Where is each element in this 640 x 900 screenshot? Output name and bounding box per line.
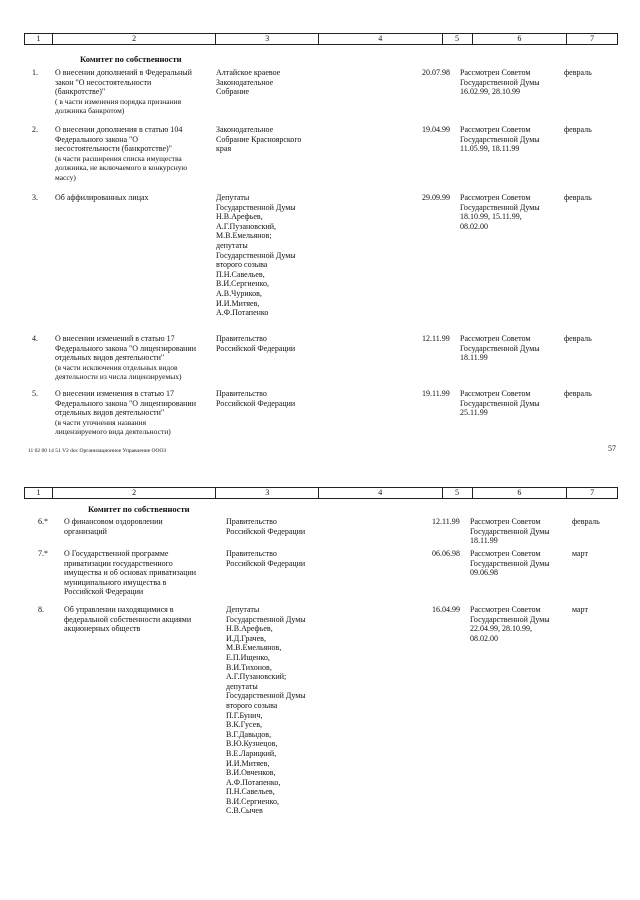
bill-sponsor-line: М.В.Емельянов, xyxy=(226,643,282,653)
bill-sponsor-line: Государственной Думы xyxy=(216,202,296,212)
submission-date: 20.07.98 xyxy=(422,68,450,77)
bill-sponsor-line: Е.П.Ищенко, xyxy=(226,652,270,662)
submission-date: 19.04.99 xyxy=(422,125,450,134)
bill-sponsor-line: Российской Федерации xyxy=(216,343,296,353)
bill-title-line: отдельных видов деятельности" xyxy=(55,408,165,418)
bill-sponsor-line: Российской Федерации xyxy=(216,398,296,408)
planned-month: февраль xyxy=(572,517,600,526)
bill-sponsor xyxy=(216,334,320,353)
planned-month: февраль xyxy=(564,389,592,398)
bill-sponsor-line: С.В.Сычев xyxy=(226,806,263,816)
bill-sponsor-line: Государственной Думы xyxy=(216,250,296,260)
column-number: 3 xyxy=(216,34,319,44)
bill-title-line: О финансовом оздоровлении xyxy=(64,517,163,526)
row-number: 2. xyxy=(32,125,38,134)
bill-title-line: О внесении дополнения в статью 104 xyxy=(55,125,183,134)
review-status-line: 11.05.99, 18.11.99 xyxy=(460,144,520,154)
bill-sponsor-line: А.Г.Пузановский; xyxy=(226,672,287,682)
bill-title-line: несостоятельности (банкротстве)" xyxy=(55,144,172,154)
bill-title xyxy=(64,605,224,634)
bill-sponsor-line: депутаты xyxy=(216,240,248,250)
review-status xyxy=(470,605,572,643)
planned-month: март xyxy=(572,605,588,614)
row-number: 4. xyxy=(32,334,38,343)
bill-title-line: приватизации государственного xyxy=(64,558,173,568)
column-number: 3 xyxy=(216,488,319,498)
planned-month: февраль xyxy=(564,68,592,77)
bill-sponsor-line: В.И.Сергиенко, xyxy=(226,796,279,806)
bill-title-line: отдельных видов деятельности" xyxy=(55,353,165,363)
review-status-line: Рассмотрен Советом xyxy=(460,389,531,398)
bill-sponsor xyxy=(226,605,330,816)
column-number: 1 xyxy=(25,488,53,498)
column-number: 6 xyxy=(473,34,568,44)
bill-title-line: Федерального закона "О лицензировании xyxy=(55,343,196,353)
bill-sponsor xyxy=(216,68,320,97)
review-status-line: Государственной Думы xyxy=(460,202,540,212)
bill-sponsor-line: И.Д.Грачев, xyxy=(226,633,266,643)
bill-sponsor-line: края xyxy=(216,144,232,154)
bill-sponsor-line: П.Г.Бунич, xyxy=(226,710,263,720)
bill-sponsor xyxy=(226,549,330,568)
bill-title-line: Российской Федерации xyxy=(64,587,144,597)
bill-title-line: имущества и об основах приватизации xyxy=(64,568,197,578)
review-status-line: Государственной Думы xyxy=(460,77,540,87)
review-status-line: Государственной Думы xyxy=(470,558,550,568)
review-status xyxy=(460,334,562,363)
bill-note-line: (в части уточнения названия xyxy=(55,417,147,427)
review-status-line: Государственной Думы xyxy=(460,398,540,408)
row-number: 6.* xyxy=(38,517,48,526)
review-status-line: 16.02.99, 28.10.99 xyxy=(460,87,520,97)
page-number: 57 xyxy=(608,444,616,453)
bill-sponsor-line: А.Г.Пузановский, xyxy=(216,221,276,231)
bill-note-line: должника банкротом) xyxy=(55,106,125,116)
bill-sponsor-line: Собрание xyxy=(216,87,250,97)
bill-sponsor-line: Правительство xyxy=(226,517,277,526)
review-status-line: Рассмотрен Советом xyxy=(470,549,541,558)
row-number: 3. xyxy=(32,193,38,202)
bill-sponsor-line: Депутаты xyxy=(216,193,250,202)
bill-note-line: лицензируемого вида деятельности) xyxy=(55,427,171,437)
bill-sponsor-line: Н.В.Арефьев, xyxy=(226,624,273,634)
bill-title xyxy=(55,193,215,203)
review-status-line: 09.06.98 xyxy=(470,568,498,578)
bill-title xyxy=(55,334,215,382)
review-status-line: Рассмотрен Советом xyxy=(470,517,541,526)
review-status-line: 18.11.99 xyxy=(470,536,498,546)
page-footer: 11 02 00 14 51 V2 doc Организационное Управление ООО3 xyxy=(28,448,167,454)
bill-sponsor-line: Российской Федерации xyxy=(226,558,306,568)
review-status-line: 22.04.99, 28.10.99, xyxy=(470,624,532,634)
planned-month: февраль xyxy=(564,125,592,134)
bill-sponsor-line: П.Н.Савельев, xyxy=(226,787,275,797)
review-status-line: Рассмотрен Советом xyxy=(460,193,531,202)
section-title: Комитет по собственности xyxy=(80,54,182,64)
review-status-line: 18.10.99, 15.11.99, xyxy=(460,212,522,222)
review-status-line: 08.02.00 xyxy=(460,221,488,231)
bill-sponsor-line: Правительство xyxy=(226,549,277,558)
bill-sponsor-line: В.Е.Ларицкий, xyxy=(226,748,277,758)
row-number: 7.* xyxy=(38,549,48,558)
row-number: 1. xyxy=(32,68,38,77)
column-number: 4 xyxy=(319,488,443,498)
review-status-line: Рассмотрен Советом xyxy=(460,125,531,134)
planned-month: февраль xyxy=(564,334,592,343)
bill-title-line: О внесении дополнений в Федеральный xyxy=(55,68,192,77)
bill-sponsor-line: Государственной Думы xyxy=(226,614,306,624)
submission-date: 19.11.99 xyxy=(422,389,450,398)
bill-sponsor-line: второго созыва xyxy=(226,700,278,710)
bill-sponsor-line: И.И.Митяев, xyxy=(226,758,270,768)
bill-sponsor xyxy=(216,125,320,154)
column-number: 5 xyxy=(443,34,473,44)
bill-sponsor-line: второго созыва xyxy=(216,260,268,270)
bill-sponsor-line: И.И.Митяев, xyxy=(216,298,260,308)
bill-title xyxy=(64,517,224,536)
bill-sponsor-line: Депутаты xyxy=(226,605,260,614)
bill-sponsor-line: Н.В.Арефьев, xyxy=(216,212,263,222)
bill-sponsor-line: В.Г.Давыдов, xyxy=(226,729,272,739)
bill-title-line: О Государственной программе xyxy=(64,549,169,558)
column-number: 1 xyxy=(25,34,53,44)
review-status xyxy=(470,517,572,546)
bill-sponsor-line: М.В.Емельянов; xyxy=(216,231,272,241)
bill-sponsor-line: Законодательное xyxy=(216,125,274,134)
review-status-line: 25.11.99 xyxy=(460,408,488,418)
bill-sponsor-line: П.Н.Савельев, xyxy=(216,269,265,279)
row-number: 8. xyxy=(38,605,44,614)
planned-month: март xyxy=(572,549,588,558)
bill-note-line: (в части расширения списка имущества xyxy=(55,153,182,163)
bill-sponsor-line: Алтайское краевое xyxy=(216,68,281,77)
review-status-line: 08.02.00 xyxy=(470,633,498,643)
bill-sponsor-line: А.Ф.Потапенко xyxy=(216,308,269,318)
bill-title xyxy=(55,389,215,437)
bill-sponsor xyxy=(216,389,320,408)
bill-note-line: деятельности из числа лицензируемых) xyxy=(55,372,182,382)
planned-month: февраль xyxy=(564,193,592,202)
submission-date: 29.09.99 xyxy=(422,193,450,202)
review-status-line: Рассмотрен Советом xyxy=(460,68,531,77)
column-number: 4 xyxy=(319,34,443,44)
column-number-header xyxy=(24,33,618,45)
bill-title xyxy=(55,125,215,183)
bill-title xyxy=(55,68,215,116)
bill-sponsor-line: А.В.Чуриков, xyxy=(216,288,262,298)
submission-date: 16.04.99 xyxy=(432,605,460,614)
bill-note-line: (в части исключения отдельных видов xyxy=(55,362,178,372)
review-status-line: Рассмотрен Советом xyxy=(460,334,531,343)
column-number: 7 xyxy=(590,488,595,497)
bill-sponsor-line: Российской Федерации xyxy=(226,526,306,536)
review-status-line: 18.11.99 xyxy=(460,353,488,363)
review-status-line: Государственной Думы xyxy=(470,526,550,536)
review-status xyxy=(460,193,562,231)
bill-title-line: Об управлении находящимися в xyxy=(64,605,174,614)
bill-sponsor-line: В.К.Гусев, xyxy=(226,720,262,730)
submission-date: 06.06.98 xyxy=(432,549,460,558)
column-number-header xyxy=(24,487,618,499)
bill-title-line: Федерального закона "О лицензировании xyxy=(55,398,196,408)
column-number: 7 xyxy=(590,34,595,43)
bill-sponsor-line: В.И.Сергиенко, xyxy=(216,279,269,289)
bill-sponsor-line: Собрание Красноярского xyxy=(216,134,302,144)
bill-sponsor-line: А.Ф.Потапенко, xyxy=(226,777,281,787)
bill-title-line: закон "О несостоятельности xyxy=(55,77,152,87)
review-status xyxy=(460,389,562,418)
bill-sponsor xyxy=(216,193,320,318)
bill-sponsor xyxy=(226,517,330,536)
bill-title-line: О внесении изменения в статью 17 xyxy=(55,389,175,398)
review-status xyxy=(470,549,572,578)
review-status-line: Рассмотрен Советом xyxy=(470,605,541,614)
bill-sponsor-line: Государственной Думы xyxy=(226,691,306,701)
bill-note-line: массу) xyxy=(55,172,76,182)
bill-sponsor-line: Законодательное xyxy=(216,77,274,87)
bill-title-line: Об аффилированных лицах xyxy=(55,193,149,202)
review-status-line: Государственной Думы xyxy=(470,614,550,624)
bill-title-line: акционерных обществ xyxy=(64,624,141,634)
bill-sponsor-line: Правительство xyxy=(216,334,267,343)
bill-note-line: должника, не включаемого в конкурсную xyxy=(55,163,188,173)
submission-date: 12.11.99 xyxy=(422,334,450,343)
bill-title-line: (банкротстве)" xyxy=(55,87,106,97)
review-status xyxy=(460,68,562,97)
column-number: 2 xyxy=(53,488,216,498)
column-number: 2 xyxy=(53,34,216,44)
bill-title-line: федеральной собственности акциями xyxy=(64,614,192,624)
bill-title-line: Федерального закона "О xyxy=(55,134,139,144)
column-number: 5 xyxy=(443,488,473,498)
bill-title-line: О внесении изменений в статью 17 xyxy=(55,334,175,343)
bill-sponsor-line: В.Ю.Кузнецов, xyxy=(226,739,278,749)
document-page-2 xyxy=(0,470,640,900)
bill-title-line: муниципального имущества в xyxy=(64,577,167,587)
review-status-line: Государственной Думы xyxy=(460,343,540,353)
bill-sponsor-line: В.И.Тихонов, xyxy=(226,662,272,672)
bill-sponsor-line: В.И.Овченков, xyxy=(226,768,276,778)
bill-note-line: ( в части изменения порядка признания xyxy=(55,96,182,106)
bill-title xyxy=(64,549,224,597)
row-number: 5. xyxy=(32,389,38,398)
review-status xyxy=(460,125,562,154)
submission-date: 12.11.99 xyxy=(432,517,460,526)
review-status-line: Государственной Думы xyxy=(460,134,540,144)
section-title: Комитет по собственности xyxy=(88,504,190,514)
bill-sponsor-line: Правительство xyxy=(216,389,267,398)
bill-title-line: организаций xyxy=(64,526,107,536)
bill-sponsor-line: депутаты xyxy=(226,681,258,691)
column-number: 6 xyxy=(473,488,568,498)
